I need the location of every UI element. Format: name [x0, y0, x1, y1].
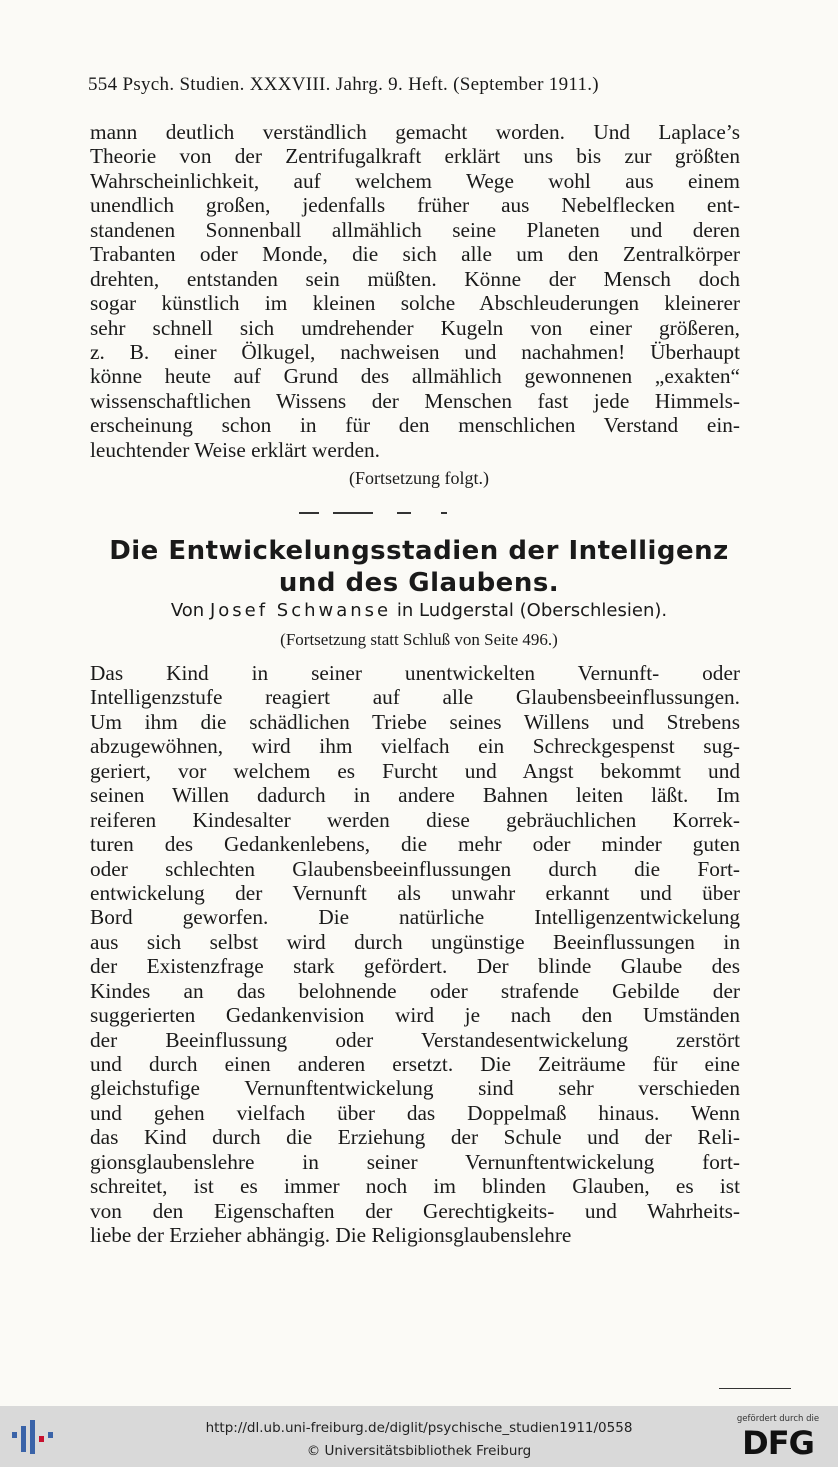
dfg-logo: DFG: [742, 1424, 814, 1462]
footnote-rule: [719, 1388, 791, 1389]
text-line: geriert, vor welchem es Furcht und Angst bekommt und: [90, 758, 740, 783]
byline: [0, 600, 838, 621]
text-line: suggerierten Gedankenvision wird je nach den Umständen: [90, 1003, 740, 1028]
permalink[interactable]: http://dl.ub.uni-freiburg.de/diglit/psychische_studien1911/0558: [205, 1420, 633, 1436]
text-line: von den Eigenschaften der Gerechtigkeits- und Wahrheits-: [90, 1198, 740, 1223]
text-line: liebe der Erzieher abhängig. Die Religionsglaubenslehre: [90, 1223, 572, 1248]
text-line: Wahrscheinlichkeit, auf welchem Wege wohl aus einem: [90, 168, 740, 193]
text-line: z. B. einer Ölkugel, nachweisen und nachahmen! Überhaupt: [90, 339, 740, 364]
continuation-source-note: (Fortsetzung statt Schluß von Seite 496.): [280, 630, 558, 649]
text-line: sehr schnell sich umdrehender Kugeln von einer größeren,: [90, 315, 740, 340]
text-line: wissenschaftlichen Wissens der Menschen fast jede Himmels-: [90, 388, 740, 413]
byline-prefix: Von: [170, 600, 205, 621]
byline-author: Josef Schwanse: [209, 600, 392, 621]
text-line: turen des Gedankenlebens, die mehr oder minder guten: [90, 832, 740, 857]
paragraph-laplace: [90, 120, 740, 462]
text-line: leuchtender Weise erklärt werden.: [90, 437, 380, 462]
section-divider-dash: [397, 512, 411, 514]
section-divider-dash: [299, 512, 319, 514]
text-line: gleichstufige Vernunftentwickelung sind sehr verschieden: [90, 1076, 740, 1101]
text-line: oder schlechten Glaubensbeeinflussungen durch die Fort-: [90, 856, 740, 881]
text-line: schreitet, ist es immer noch im blinden Glauben, es ist: [90, 1174, 740, 1199]
text-line: sogar künstlich im kleinen solche Abschleuderungen kleinerer: [90, 291, 740, 316]
text-line: erscheinung schon in für den menschlichen Verstand ein-: [90, 413, 740, 438]
text-line: Intelligenzstufe reagiert auf alle Glaubensbeeinflussungen.: [90, 685, 740, 710]
text-line: der Existenzfrage stark gefördert. Der blinde Glaube des: [90, 954, 740, 979]
paragraph-kind: [90, 661, 740, 1248]
text-line: Das Kind in seiner unentwickelten Vernunft- oder: [90, 661, 740, 685]
section-divider-dash: [333, 512, 373, 514]
copyright-notice: © Universitätsbibliothek Freiburg: [306, 1443, 532, 1459]
text-line: das Kind durch die Erziehung der Schule und der Reli-: [90, 1125, 740, 1150]
text-line: Theorie von der Zentrifugalkraft erklärt uns bis zur größten: [90, 144, 740, 169]
dfg-caption: gefördert durch die: [736, 1414, 820, 1424]
text-line: Kindes an das belohnende oder strafende Gebilde der: [90, 978, 740, 1003]
text-line: Bord geworfen. Die natürliche Intelligenzentwickelung: [90, 905, 740, 930]
text-line: abzugewöhnen, wird ihm vielfach ein Schreckgespenst sug-: [90, 734, 740, 759]
text-line: könne heute auf Grund des allmählich gewonnenen „exakten“: [90, 364, 740, 389]
viewer-footer: [0, 1406, 838, 1467]
text-line: und gehen vielfach über das Doppelmaß hinaus. Wenn: [90, 1100, 740, 1125]
text-line: gionsglaubenslehre in seiner Vernunftentwickelung fort-: [90, 1149, 740, 1174]
text-line: entwickelung der Vernunft als unwahr erkannt und über: [90, 880, 740, 905]
byline-place: in Ludgerstal (Oberschlesien).: [396, 600, 668, 621]
text-line: der Beeinflussung oder Verstandesentwickelung zerstört: [90, 1027, 740, 1052]
text-line: Trabanten oder Monde, die sich alle um den Zentralkörper: [90, 242, 740, 267]
text-line: unendlich großen, jedenfalls früher aus Nebelflecken ent-: [90, 193, 740, 218]
text-line: standenen Sonnenball allmählich seine Planeten und deren: [90, 217, 740, 242]
text-line: mann deutlich verständlich gemacht worden. Und Laplace’s: [90, 120, 740, 144]
text-line: und durch einen anderen ersetzt. Die Zeiträume für eine: [90, 1052, 740, 1076]
text-line: reiferen Kindesalter werden diese gebräuchlichen Korrek-: [90, 807, 740, 832]
text-line: drehten, entstanden sein müßten. Könne der Mensch doch: [90, 266, 740, 291]
section-divider-dash: [441, 512, 447, 514]
text-line: seinen Willen dadurch in andere Bahnen leiten läßt. Im: [90, 783, 740, 808]
article-title-line1: Die Entwickelungsstadien der Intelligenz: [109, 536, 729, 566]
continuation-note: (Fortsetzung folgt.): [349, 468, 489, 488]
text-line: Um ihm die schädlichen Triebe seines Willens und Strebens: [90, 709, 740, 734]
running-head: 554 Psych. Studien. XXXVIII. Jahrg. 9. Heft. (September 1911.): [88, 74, 599, 95]
article-title-line2: und des Glaubens.: [278, 568, 560, 598]
text-line: aus sich selbst wird durch ungünstige Beeinflussungen in: [90, 929, 740, 954]
